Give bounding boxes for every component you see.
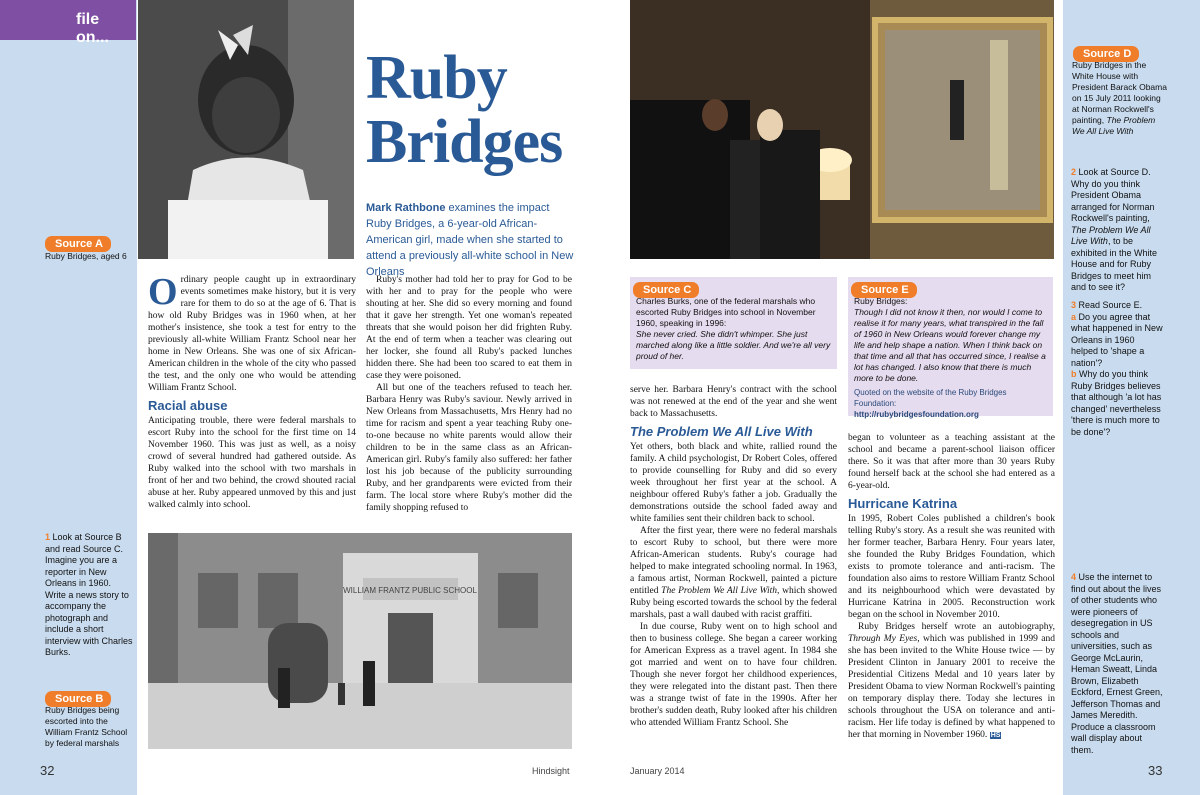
source-c-intro: Charles Burks, one of the federal marshals who escorted Ruby Bridges into school in November 1960, speaking in 1996:	[636, 296, 816, 328]
file-on-label: file on...	[76, 11, 109, 46]
article-text: , which was published in 1999 and she has been invited to the White House twice — by President Clinton in January 2001 to receive the Presidential Citizens Medal and 10 years later by President Obama to view Norman Rockwell's painting on temporary display there. Today she lectures in schools throughout the USA on tolerance and anti-racism. Her life today is defined by what happened to her that morning in November 1960.	[848, 634, 1055, 740]
article-paragraph	[630, 525, 837, 621]
author-name: Mark Rathbone	[366, 202, 446, 214]
question-3-number: 3	[1071, 300, 1077, 310]
heading-problem-we-all-live-with: The Problem We All Live With	[630, 424, 813, 439]
article-paragraph: began to volunteer as a teaching assistant at the school and became a parent-school liaison officer there. So it was that after more than 30 years Ruby found herself back at the school she had entered as a 6-year-old.	[848, 433, 1055, 491]
source-d-badge: Source D	[1073, 46, 1139, 62]
source-d-painting-title: The Problem We All Live With	[1072, 115, 1156, 136]
source-e-url-link[interactable]: http://rubybridgesfoundation.org	[854, 410, 979, 419]
photo-william-frantz-school	[148, 533, 572, 749]
source-b-badge: Source B	[45, 691, 111, 707]
article-paragraph: rdinary people caught up in extraordinary events sometimes make history, but it is very rare for them to do so at the age of 6. That is how old Ruby Bridges was in 1960 when, at her mother's insistence, she took a test for entry to the previously all-white William Frantz School near her home in New Orleans. She was one of six African-American children in the whole of the city who passed the test, and the only one who would be attending William Frantz School.	[148, 275, 356, 393]
question-2	[1071, 167, 1163, 294]
book-title: Through My Eyes	[848, 634, 918, 644]
question-2-text-end: , to be exhibited in the White House and for Ruby Bridges to meet him and to see it?	[1071, 236, 1158, 292]
article-paragraph: serve her. Barbara Henry's contract with the school was not renewed at the end of the year and she went back to Massachusetts.	[630, 385, 837, 419]
question-2-painting-title: The Problem We All Live With	[1071, 224, 1151, 246]
question-1-text: Look at Source B and read Source C. Imagine you are a reporter in New Orleans in 1960. Write a news story to accompany the photograph and include a short interview with Charles Burks.	[45, 532, 133, 657]
article-paragraph	[848, 621, 1055, 741]
source-a-caption: Ruby Bridges, aged 6	[45, 251, 127, 261]
source-c-box	[630, 277, 837, 369]
right-page-number: 33	[1148, 763, 1163, 778]
right-footer-date: January 2014	[630, 766, 685, 776]
question-3a-text: Do you agree that what happened in New Orleans in 1960 helped to 'shape a nation'?	[1071, 311, 1163, 368]
school-illustration	[148, 533, 572, 749]
question-3b-text: Why do you think Ruby Bridges believes that although 'a lot has changed' nevertheless 'there is much more to be done'?	[1071, 369, 1162, 437]
question-3b-label: b	[1071, 369, 1077, 379]
source-a-badge: Source A	[45, 236, 111, 252]
source-d-caption-text: Ruby Bridges in the White House with President Barack Obama on 15 July 2011 looking at Norman Rockwell's painting,	[1072, 60, 1167, 125]
source-e-intro: Ruby Bridges:	[854, 296, 908, 306]
title-line-1: Ruby	[366, 44, 507, 112]
source-c-text	[636, 296, 832, 362]
painting-title: The Problem We All Live With	[661, 586, 778, 596]
article-paragraph: Ruby's mother had told her to pray for God to be with her and to pray for the people who were shouting at her. She did so every morning and found that it gave her strength. Yet one woman's repeated threats that she would poison her did frighten Ruby. At the end of term when a teacher was clearing out her locker, she found all Ruby's packed lunches hidden there. She had been too scared to eat them in case they were poisoned.	[366, 275, 572, 381]
source-e-quote: Though I did not know it then, nor would I come to realise it for many years, what transpired in the fall of 1960 in New Orleans would forever change my life and help shape a nation. When I think back on that time and all that has occurred since, I realise a lot has changed. I also know that there is much more to be done.	[854, 307, 1046, 383]
article-paragraph: In 1995, Robert Coles published a children's book telling Ruby's story. As a result she was reunited with her former teacher, Barbara Henry. Four years later, she founded the Ruby Bridges Foundation, which exists to promote tolerance and anti-racism. The foundation also aims to restore William Frantz School and its neighbourhood which were devastated by Hurricane Katrina in 2005. Reconstruction work began on the school in November 2010.	[848, 514, 1055, 620]
source-b-caption: Ruby Bridges being escorted into the William Frantz School by federal marshals	[45, 705, 128, 748]
source-e-credit: Quoted on the website of the Ruby Bridges Foundation:	[854, 388, 1007, 408]
heading-racial-abuse: Racial abuse	[148, 398, 228, 413]
source-a-label-wrap	[45, 232, 111, 252]
question-1	[45, 532, 133, 659]
drop-cap: O	[148, 271, 178, 313]
source-e-box	[848, 277, 1053, 419]
question-3	[1071, 300, 1163, 438]
article-paragraph: In due course, Ruby went on to high school and then to business college. She began a career working for American Express as a travel agent. In 1984 she got married and went on to have four children. Though she never forgot her childhood experiences, they were relegated into the distant past. Then there was a strange twist of fate in the 1990s. After her brother's sudden death, Ruby looked after his children who attended William Frantz School. She	[630, 622, 837, 728]
source-b-label-wrap	[45, 687, 111, 707]
article-text: After the first year, there were no federal marshals to escort Ruby to school, but there were more African-American students. Ruby's courage had helped to make integrated schooling normal. In 1963, a famous artist, Norman Rockwell, painted a picture entitled	[630, 526, 837, 596]
file-on-tab	[0, 0, 136, 46]
source-d-label-wrap	[1073, 42, 1139, 62]
question-2-number: 2	[1071, 167, 1077, 177]
standfirst-text: examines the impact Ruby Bridges, a 6-year-old African-American girl, made when she started to attend a previously all-white school in New Orleans	[366, 202, 574, 278]
photo-ruby-portrait	[138, 0, 354, 259]
article-column-2	[366, 274, 572, 514]
source-c-badge: Source C	[633, 282, 699, 298]
school-sign-text: WILLIAM FRANTZ PUBLIC SCHOOL	[343, 586, 477, 595]
left-gutter	[0, 0, 137, 795]
question-2-text: Look at Source D. Why do you think President Obama arranged for Norman Rockwell's painting,	[1071, 167, 1155, 223]
question-4	[1071, 572, 1163, 756]
source-e-text	[854, 296, 1048, 420]
white-house-illustration	[630, 0, 1054, 259]
question-4-text: Use the internet to find out about the lives of other students who were pioneers of desegregation in US schools and universities, such as George McLaurin, Heman Sweatt, Linda Brown, Elizabeth Eckford, Ernest Green, Jefferson Thomas and James Meredith. Produce a classroom wall display about them.	[1071, 572, 1163, 755]
heading-hurricane-katrina: Hurricane Katrina	[848, 496, 958, 511]
question-3-text: Read Source E.	[1078, 300, 1143, 310]
question-1-number: 1	[45, 532, 51, 542]
page-title	[366, 46, 596, 174]
article-column-3	[630, 384, 837, 729]
question-3a-label: a	[1071, 311, 1077, 322]
article-text: , which showed Ruby being escorted towards the school by the federal marshals, past a wall daubed with racist graffiti.	[630, 586, 837, 620]
source-d-caption	[1072, 60, 1167, 137]
title-line-2: Bridges	[366, 108, 563, 176]
article-column-1	[148, 271, 356, 511]
article-text: Ruby Bridges herself wrote an autobiography,	[858, 622, 1055, 632]
article-paragraph: All but one of the teachers refused to teach her. Barbara Henry was Ruby's saviour. Newly arrived in New Orleans from Massachusetts, Mrs Henry had no time for racism and spent a year teaching Ruby one-to-one because no white parents would allow their children to be in the same class as an African-American girl. Ruby's family also suffered: her father lost his job because of the publicity surrounding Ruby, and her grandparents were evicted from their farm. The local store where Ruby's mother did the family shopping refused to	[366, 383, 572, 513]
article-paragraph: Anticipating trouble, there were federal marshals to escort Ruby into the school for the first time on 14 November 1960. This was just as well, as a noisy crowd of several hundred had gathered outside. As Ruby walked into the school with two marshals in front of her and two behind, the crowd shouted racial abuse at her. Ruby appeared unmoved by this and just walked calmly into school.	[148, 416, 356, 510]
article-column-4	[848, 432, 1055, 741]
left-page-number: 32	[40, 763, 55, 778]
source-c-quote: She never cried. She didn't whimper. She just marched along like a little soldier. And we're all very proud of her.	[636, 329, 831, 361]
question-4-number: 4	[1071, 572, 1077, 582]
article-paragraph: Yet others, both black and white, rallied round the family. A child psychologist, Dr Robert Coles, offered to provide counselling for Ruby and did so every week throughout her first year at the school. A neighbour offered Ruby's father a job. Gradually the demonstrations outside the school faded away and white families sent their children back to school.	[630, 442, 837, 524]
photo-white-house-obama	[630, 0, 1054, 259]
left-footer-magazine: Hindsight	[532, 766, 570, 776]
ruby-portrait-illustration	[138, 0, 354, 259]
standfirst	[366, 200, 576, 280]
end-mark: HS	[990, 732, 1001, 739]
source-e-badge: Source E	[851, 282, 917, 298]
